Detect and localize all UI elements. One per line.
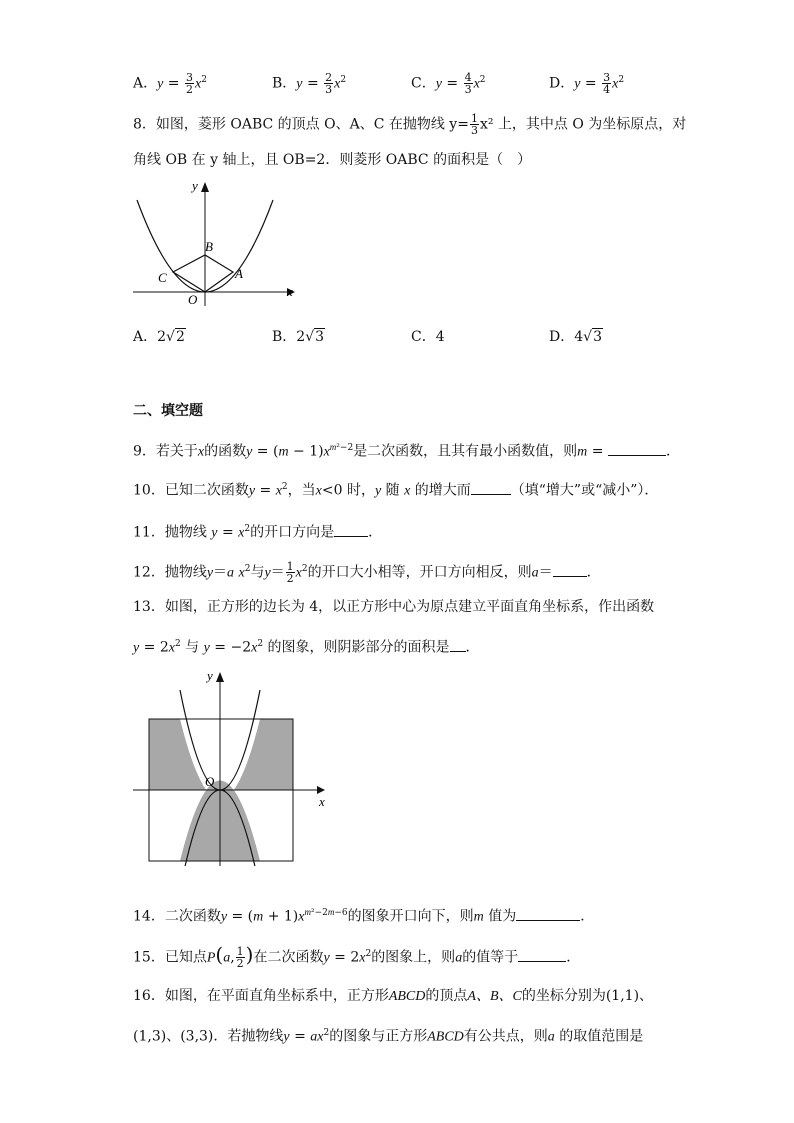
q15-answer-blank[interactable] bbox=[518, 948, 566, 962]
q8-fig-x-label: x bbox=[287, 284, 293, 299]
q8-fig-label-o: O bbox=[188, 292, 198, 307]
q16-stem-line1: 16．如图，在平面直角坐标系中，正方形ABCD的顶点A、B、C的坐标分别为(1,1)、 bbox=[133, 988, 654, 1004]
q9-question: 9．若关于x的函数$y = (m - 1)x^{m^2-2}$是二次函数，且其有最小函数值，则m = ． bbox=[133, 442, 680, 460]
q7-option-d: D．y = $\frac{3}{4}$ $x^2$ bbox=[549, 71, 625, 97]
q13-figure bbox=[125, 666, 340, 866]
q13-stem-line2: $y = 2x^2$ 与 $y = -2x^2$ 的图象，则阴影部分的面积是 ． bbox=[133, 639, 480, 656]
q12-answer-blank[interactable] bbox=[553, 563, 587, 577]
q8-stem-line2: 角线 OB 在 y 轴上，且 OB=2．则菱形 OABC 的面积是（ ） bbox=[133, 152, 532, 168]
q10-question: 10．已知二次函数$y = x^2$，当x<0 时，y 随 x 的增大而 （填“增大”或“减小”）． bbox=[133, 482, 659, 499]
q8-option-a: A．2√2 bbox=[133, 329, 185, 345]
q8-option-b: B．2√3 bbox=[272, 329, 325, 345]
q13-fig-x-label: x bbox=[319, 794, 325, 809]
q8-option-c: C．4 bbox=[411, 329, 445, 345]
q11-answer-blank[interactable] bbox=[334, 523, 368, 537]
q10-answer-blank[interactable] bbox=[471, 481, 511, 495]
q9-answer-blank[interactable] bbox=[608, 442, 666, 456]
q7-option-b: B．y = $\frac{2}{3}$ $x^2$ bbox=[272, 71, 347, 97]
q13-stem-line1: 13．如图，正方形的边长为 4，以正方形中心为原点建立平面直角坐标系，作出函数 bbox=[133, 599, 655, 615]
q16-stem-line2: (1,3)、(3,3)．若抛物线$y = ax^2$的图象与正方形ABCD有公共点，则a 的取值范围是 bbox=[133, 1028, 644, 1045]
q11-question: 11．抛物线 $y = x^2$的开口方向是 ． bbox=[133, 524, 383, 541]
q8-fig-label-c: C bbox=[158, 270, 167, 285]
q8-stem-line1: 8．如图，菱形 OABC 的顶点 O、A、C 在抛物线 y= $\frac{1}{3}$ x² 上，其中点 O 为坐标原点，对 bbox=[133, 112, 687, 137]
q8-option-d: D．4√3 bbox=[549, 329, 602, 345]
q13-answer-blank[interactable] bbox=[450, 638, 466, 652]
q7-option-a: A．y = $\frac{3}{2}$ $x^2$ bbox=[133, 71, 207, 97]
section-heading: 二、填空题 bbox=[133, 403, 203, 419]
q7-option-c: C．y = $\frac{4}{3}$ $x^2$ bbox=[411, 71, 486, 97]
q8-fig-label-b: B bbox=[205, 239, 213, 254]
q8-fig-y-label: y bbox=[192, 178, 198, 193]
q14-answer-blank[interactable] bbox=[516, 907, 580, 921]
q13-fig-y-label: y bbox=[207, 668, 213, 683]
q15-question: 15．已知点P(a, $\frac{1}{2}$ )在二次函数$y = 2x^2$的图象上，则a的值等于 ． bbox=[133, 942, 581, 971]
q12-question: 12．抛物线y＝a $x^2$与y＝ $\frac{1}{2}$ $x^2$的开口大小相等，开口方向相反，则a＝ ． bbox=[133, 560, 601, 586]
q13-fig-label-o: O bbox=[205, 774, 215, 789]
q8-figure bbox=[125, 178, 305, 310]
q14-question: 14．二次函数$y = (m + 1)x^{m^2-2m-6}$的图象开口向下，则m 值为 ． bbox=[133, 907, 595, 925]
q8-fig-label-a: A bbox=[235, 266, 243, 281]
